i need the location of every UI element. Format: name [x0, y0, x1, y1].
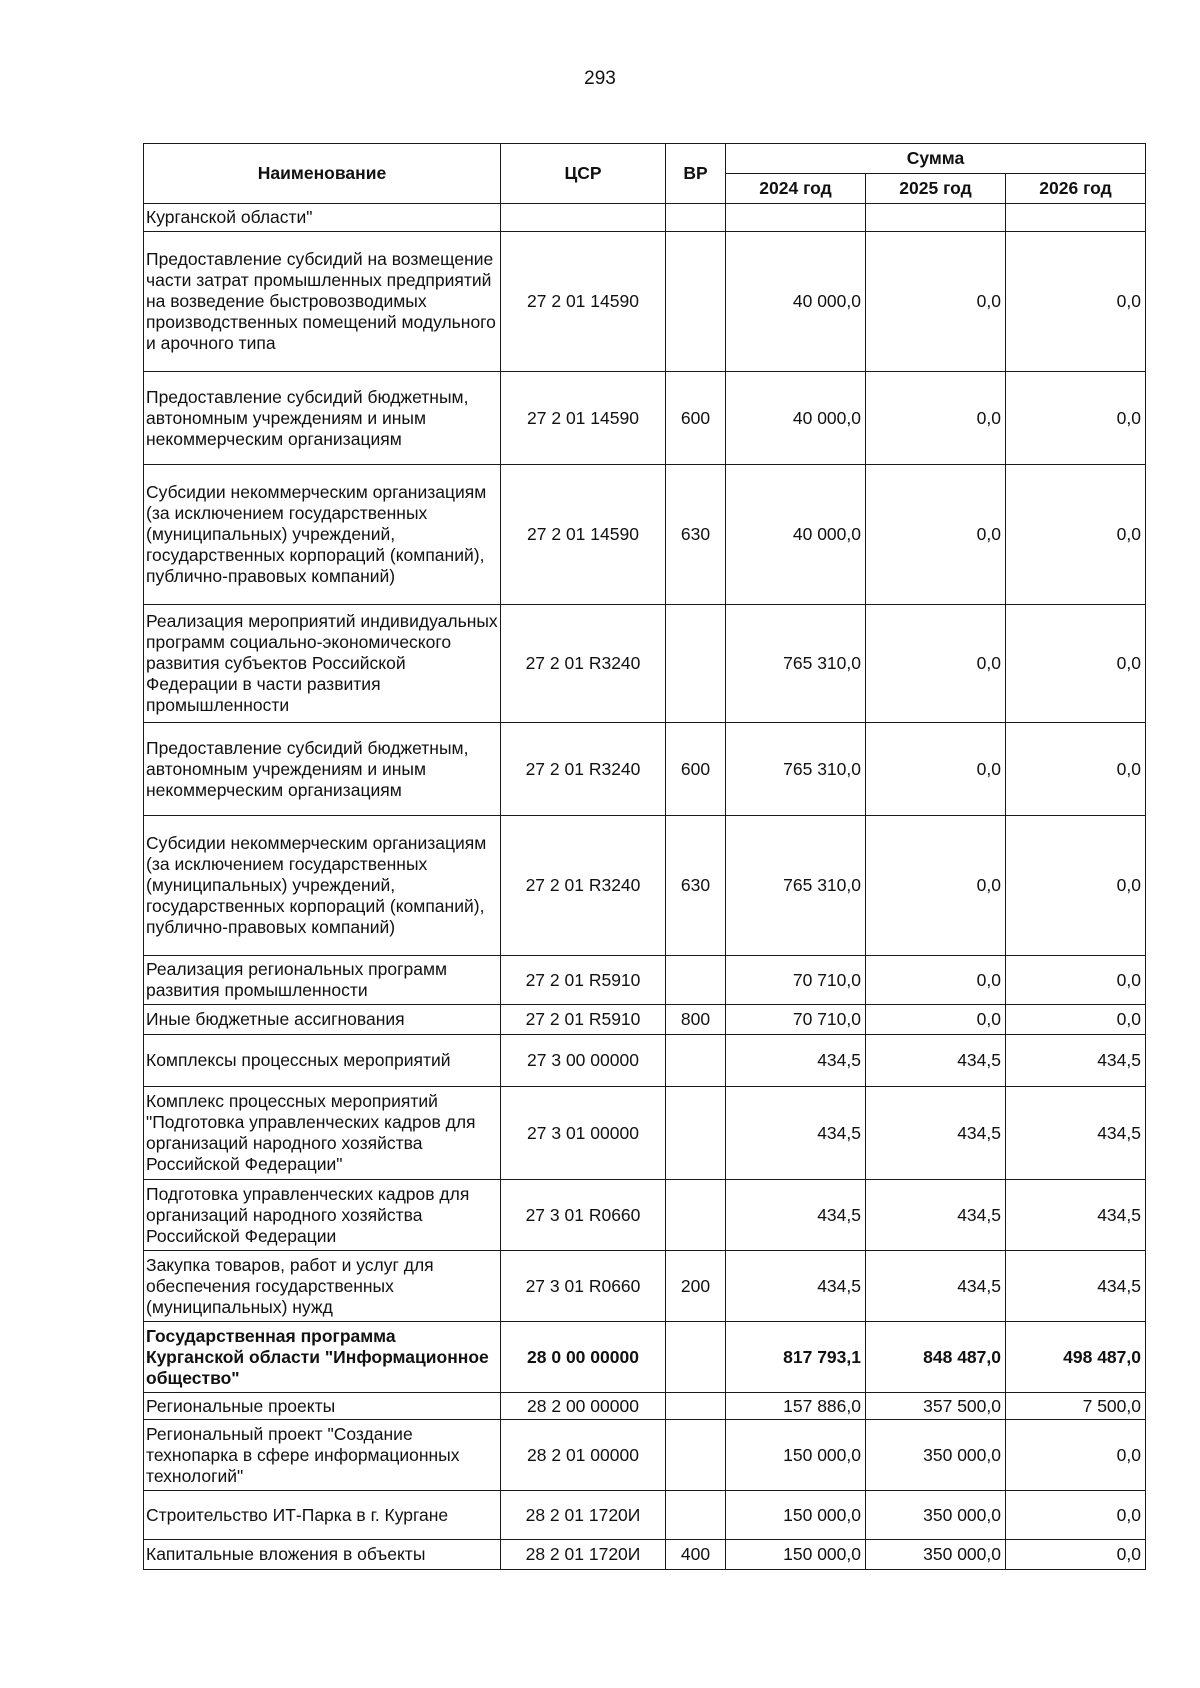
cell-year-2024: 40 000,0	[726, 372, 866, 465]
cell-year-2024: 150 000,0	[726, 1491, 866, 1540]
table-row	[144, 816, 1146, 956]
cell-year-2024: 434,5	[726, 1251, 866, 1322]
cell-csr: 27 2 01 14590	[501, 465, 666, 605]
table-row	[144, 1540, 1146, 1570]
cell-year-2025: 350 000,0	[866, 1491, 1006, 1540]
cell-year-2025: 0,0	[866, 723, 1006, 816]
cell-year-2026: 0,0	[1006, 372, 1146, 465]
cell-vr	[666, 1322, 726, 1393]
cell-vr: 400	[666, 1540, 726, 1570]
cell-year-2026: 0,0	[1006, 1420, 1146, 1491]
cell-name: Комплекс процессных мероприятий "Подготовка управленческих кадров для организаций народного хозяйства Российской Федерации"	[144, 1087, 501, 1180]
cell-csr: 28 2 00 00000	[501, 1393, 666, 1420]
cell-year-2025: 350 000,0	[866, 1540, 1006, 1570]
table-row	[144, 465, 1146, 605]
cell-year-2025: 0,0	[866, 465, 1006, 605]
table-row	[144, 1180, 1146, 1251]
cell-vr	[666, 232, 726, 372]
cell-year-2026: 0,0	[1006, 605, 1146, 723]
header-name: Наименование	[144, 144, 501, 204]
cell-name: Курганской области"	[144, 204, 501, 232]
table-row	[144, 1322, 1146, 1393]
cell-vr	[666, 956, 726, 1005]
cell-name: Государственная программа Курганской области "Информационное общество"	[144, 1322, 501, 1393]
cell-vr	[666, 1491, 726, 1540]
header-2026: 2026 год	[1006, 174, 1146, 204]
cell-year-2024: 70 710,0	[726, 1005, 866, 1035]
header-sum: Сумма	[726, 144, 1146, 174]
cell-csr: 27 3 01 R0660	[501, 1251, 666, 1322]
cell-vr: 200	[666, 1251, 726, 1322]
cell-year-2024: 150 000,0	[726, 1420, 866, 1491]
cell-year-2026: 0,0	[1006, 723, 1146, 816]
table-row	[144, 372, 1146, 465]
table-row	[144, 1420, 1146, 1491]
cell-csr: 27 2 01 R3240	[501, 816, 666, 956]
cell-vr	[666, 1035, 726, 1087]
cell-year-2026: 498 487,0	[1006, 1322, 1146, 1393]
header-vr: ВР	[666, 144, 726, 204]
cell-name: Капитальные вложения в объекты	[144, 1540, 501, 1570]
table-row	[144, 1035, 1146, 1087]
cell-csr: 27 2 01 R5910	[501, 956, 666, 1005]
cell-year-2024: 40 000,0	[726, 465, 866, 605]
cell-csr: 27 2 01 14590	[501, 232, 666, 372]
cell-year-2026: 0,0	[1006, 1491, 1146, 1540]
cell-csr: 28 2 01 1720И	[501, 1491, 666, 1540]
cell-year-2025: 848 487,0	[866, 1322, 1006, 1393]
cell-csr: 27 2 01 14590	[501, 372, 666, 465]
cell-csr: 28 2 01 00000	[501, 1420, 666, 1491]
cell-vr: 600	[666, 723, 726, 816]
cell-year-2026: 434,5	[1006, 1180, 1146, 1251]
cell-name: Закупка товаров, работ и услуг для обеспечения государственных (муниципальных) нужд	[144, 1251, 501, 1322]
cell-name: Субсидии некоммерческим организациям (за исключением государственных (муниципальных) учреждений, государственных корпораций (компаний), публично-правовых компаний)	[144, 465, 501, 605]
cell-name: Иные бюджетные ассигнования	[144, 1005, 501, 1035]
cell-vr: 800	[666, 1005, 726, 1035]
cell-year-2026: 434,5	[1006, 1087, 1146, 1180]
table-row	[144, 1251, 1146, 1322]
cell-name: Комплексы процессных мероприятий	[144, 1035, 501, 1087]
cell-year-2025: 350 000,0	[866, 1420, 1006, 1491]
cell-year-2024: 817 793,1	[726, 1322, 866, 1393]
cell-vr	[666, 204, 726, 232]
cell-year-2024: 765 310,0	[726, 723, 866, 816]
header-2024: 2024 год	[726, 174, 866, 204]
cell-csr: 27 2 01 R3240	[501, 605, 666, 723]
table-header	[144, 144, 1146, 204]
cell-csr: 28 0 00 00000	[501, 1322, 666, 1393]
cell-vr	[666, 1180, 726, 1251]
cell-year-2024: 765 310,0	[726, 605, 866, 723]
cell-name: Региональные проекты	[144, 1393, 501, 1420]
cell-csr: 27 2 01 R3240	[501, 723, 666, 816]
cell-year-2024: 40 000,0	[726, 232, 866, 372]
cell-year-2025: 0,0	[866, 372, 1006, 465]
cell-csr: 27 3 00 00000	[501, 1035, 666, 1087]
table-row	[144, 1005, 1146, 1035]
cell-vr: 630	[666, 816, 726, 956]
cell-year-2024: 434,5	[726, 1180, 866, 1251]
table-row	[144, 1491, 1146, 1540]
table-row	[144, 232, 1146, 372]
cell-name: Реализация мероприятий индивидуальных программ социально-экономического развития субъектов Российской Федерации в части развития промышленности	[144, 605, 501, 723]
cell-year-2024: 70 710,0	[726, 956, 866, 1005]
cell-year-2024: 765 310,0	[726, 816, 866, 956]
header-2025: 2025 год	[866, 174, 1006, 204]
cell-year-2024: 150 000,0	[726, 1540, 866, 1570]
cell-csr: 27 2 01 R5910	[501, 1005, 666, 1035]
budget-table	[143, 143, 1146, 1570]
cell-year-2026: 0,0	[1006, 465, 1146, 605]
cell-vr: 630	[666, 465, 726, 605]
cell-year-2024	[726, 204, 866, 232]
cell-csr	[501, 204, 666, 232]
table-row	[144, 605, 1146, 723]
table-row	[144, 204, 1146, 232]
cell-year-2025	[866, 204, 1006, 232]
cell-year-2026: 0,0	[1006, 816, 1146, 956]
cell-year-2024: 434,5	[726, 1087, 866, 1180]
cell-vr: 600	[666, 372, 726, 465]
cell-year-2026: 7 500,0	[1006, 1393, 1146, 1420]
cell-year-2025: 0,0	[866, 956, 1006, 1005]
table-row	[144, 1087, 1146, 1180]
cell-name: Строительство ИТ-Парка в г. Кургане	[144, 1491, 501, 1540]
cell-name: Предоставление субсидий бюджетным, автономным учреждениям и иным некоммерческим организациям	[144, 723, 501, 816]
table-row	[144, 723, 1146, 816]
table-row	[144, 1393, 1146, 1420]
cell-vr	[666, 1420, 726, 1491]
table-row	[144, 956, 1146, 1005]
cell-csr: 27 3 01 R0660	[501, 1180, 666, 1251]
cell-year-2026: 0,0	[1006, 232, 1146, 372]
cell-year-2025: 0,0	[866, 605, 1006, 723]
cell-vr	[666, 1087, 726, 1180]
header-csr: ЦСР	[501, 144, 666, 204]
cell-year-2026: 0,0	[1006, 956, 1146, 1005]
cell-year-2026	[1006, 204, 1146, 232]
cell-year-2025: 434,5	[866, 1251, 1006, 1322]
cell-name: Предоставление субсидий бюджетным, автономным учреждениям и иным некоммерческим организациям	[144, 372, 501, 465]
cell-name: Реализация региональных программ развития промышленности	[144, 956, 501, 1005]
cell-vr	[666, 1393, 726, 1420]
cell-year-2025: 434,5	[866, 1087, 1006, 1180]
page-number: 293	[584, 68, 616, 89]
cell-year-2026: 434,5	[1006, 1251, 1146, 1322]
table-body	[144, 204, 1146, 1570]
cell-name: Региональный проект "Создание технопарка в сфере информационных технологий"	[144, 1420, 501, 1491]
cell-year-2025: 0,0	[866, 232, 1006, 372]
cell-name: Субсидии некоммерческим организациям (за исключением государственных (муниципальных) учреждений, государственных корпораций (компаний), публично-правовых компаний)	[144, 816, 501, 956]
cell-name: Предоставление субсидий на возмещение части затрат промышленных предприятий на возведение быстровозводимых производственных помещений модульного и арочного типа	[144, 232, 501, 372]
cell-csr: 27 3 01 00000	[501, 1087, 666, 1180]
cell-year-2025: 0,0	[866, 1005, 1006, 1035]
cell-year-2025: 434,5	[866, 1180, 1006, 1251]
cell-year-2026: 0,0	[1006, 1540, 1146, 1570]
cell-year-2024: 434,5	[726, 1035, 866, 1087]
cell-vr	[666, 605, 726, 723]
cell-name: Подготовка управленческих кадров для организаций народного хозяйства Российской Федерации	[144, 1180, 501, 1251]
cell-year-2026: 434,5	[1006, 1035, 1146, 1087]
cell-year-2025: 0,0	[866, 816, 1006, 956]
cell-year-2025: 357 500,0	[866, 1393, 1006, 1420]
cell-year-2024: 157 886,0	[726, 1393, 866, 1420]
cell-year-2025: 434,5	[866, 1035, 1006, 1087]
cell-year-2026: 0,0	[1006, 1005, 1146, 1035]
cell-csr: 28 2 01 1720И	[501, 1540, 666, 1570]
